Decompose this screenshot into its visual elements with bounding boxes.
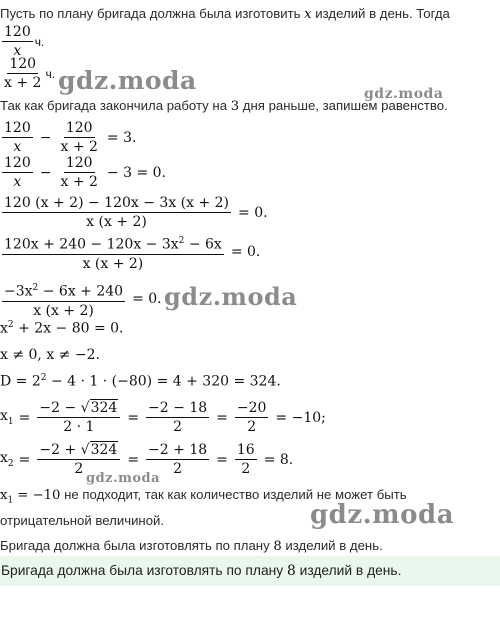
equation-5: $\frac{-3x^2 - 6x + 240}{x (x + 2)}$ = 0. [0,280,167,319]
answer-text: Бригада должна была изготовлять по плану 8 изделий в день. [1,563,402,579]
root-x2: $x_2$ = $\frac{-2 + √324}{2}$ = $\frac{-2 + 18}{2}$ = $\frac{16}{2}$ = 8. [0,442,294,477]
time-actual: $\frac{120}{x + 2}$ ч. [4,56,56,91]
equation-2: $\frac{120}{x}$ − $\frac{120}{x + 2}$ − 3 = 0. [4,155,166,190]
reject-line-2: отрицательной величиной. [0,513,165,528]
intro-text: Пусть по плану бригада должна была изготовить [0,6,301,21]
conclusion: Бригада должна была изготовлять по плану 8 изделий в день. [0,538,383,554]
time-plan: $\frac{120}{x}$ ч. [4,24,45,59]
equation-4: $\frac{120x + 240 - 120x - 3x^2 - 6x}{x (x + 2)}$ = 0. [0,233,265,272]
intro-line [0,6,450,22]
watermark: gdz.moda [164,282,298,311]
answer-box [0,556,500,586]
fraction: $\frac{120}{x}$ [4,24,31,59]
domain: x ≠ 0, x ≠ −2. [0,347,100,363]
watermark: gdz.moda [310,500,455,530]
since-line: Так как бригада закончила работу на 3 дня раньше, запишем равенство. [0,98,448,114]
equation-3: $\frac{120 (x + 2) - 120x - 3x (x + 2)}{x (x + 2)}$ = 0. [4,195,268,230]
fraction: $\frac{120}{x + 2}$ [4,56,42,91]
watermark: gdz.moda [364,86,444,102]
watermark: gdz.moda [86,471,161,486]
intro-text-end: изделий в день. Тогда [315,6,450,21]
discriminant: $D = 2^2 - 4 \cdot 1 \cdot (-80) = 4 + 320 = 324$. [0,373,281,390]
equation-1: $\frac{120}{x}$ − $\frac{120}{x + 2}$ = 3. [4,120,137,155]
quadratic: $x^2 + 2x - 80 = 0$. [0,320,124,337]
watermark: gdz.moda [58,66,197,95]
intro-var: x [304,7,312,22]
root-x1: $x_1$ = $\frac{-2 - √324}{2 \cdot 1}$ = $\frac{-2 - 18}{2}$ = $\frac{-20}{2}$ = −10; [0,400,326,435]
reject-line: $x_1 = -10$ не подходит, так как количество изделий не может быть [0,487,407,506]
